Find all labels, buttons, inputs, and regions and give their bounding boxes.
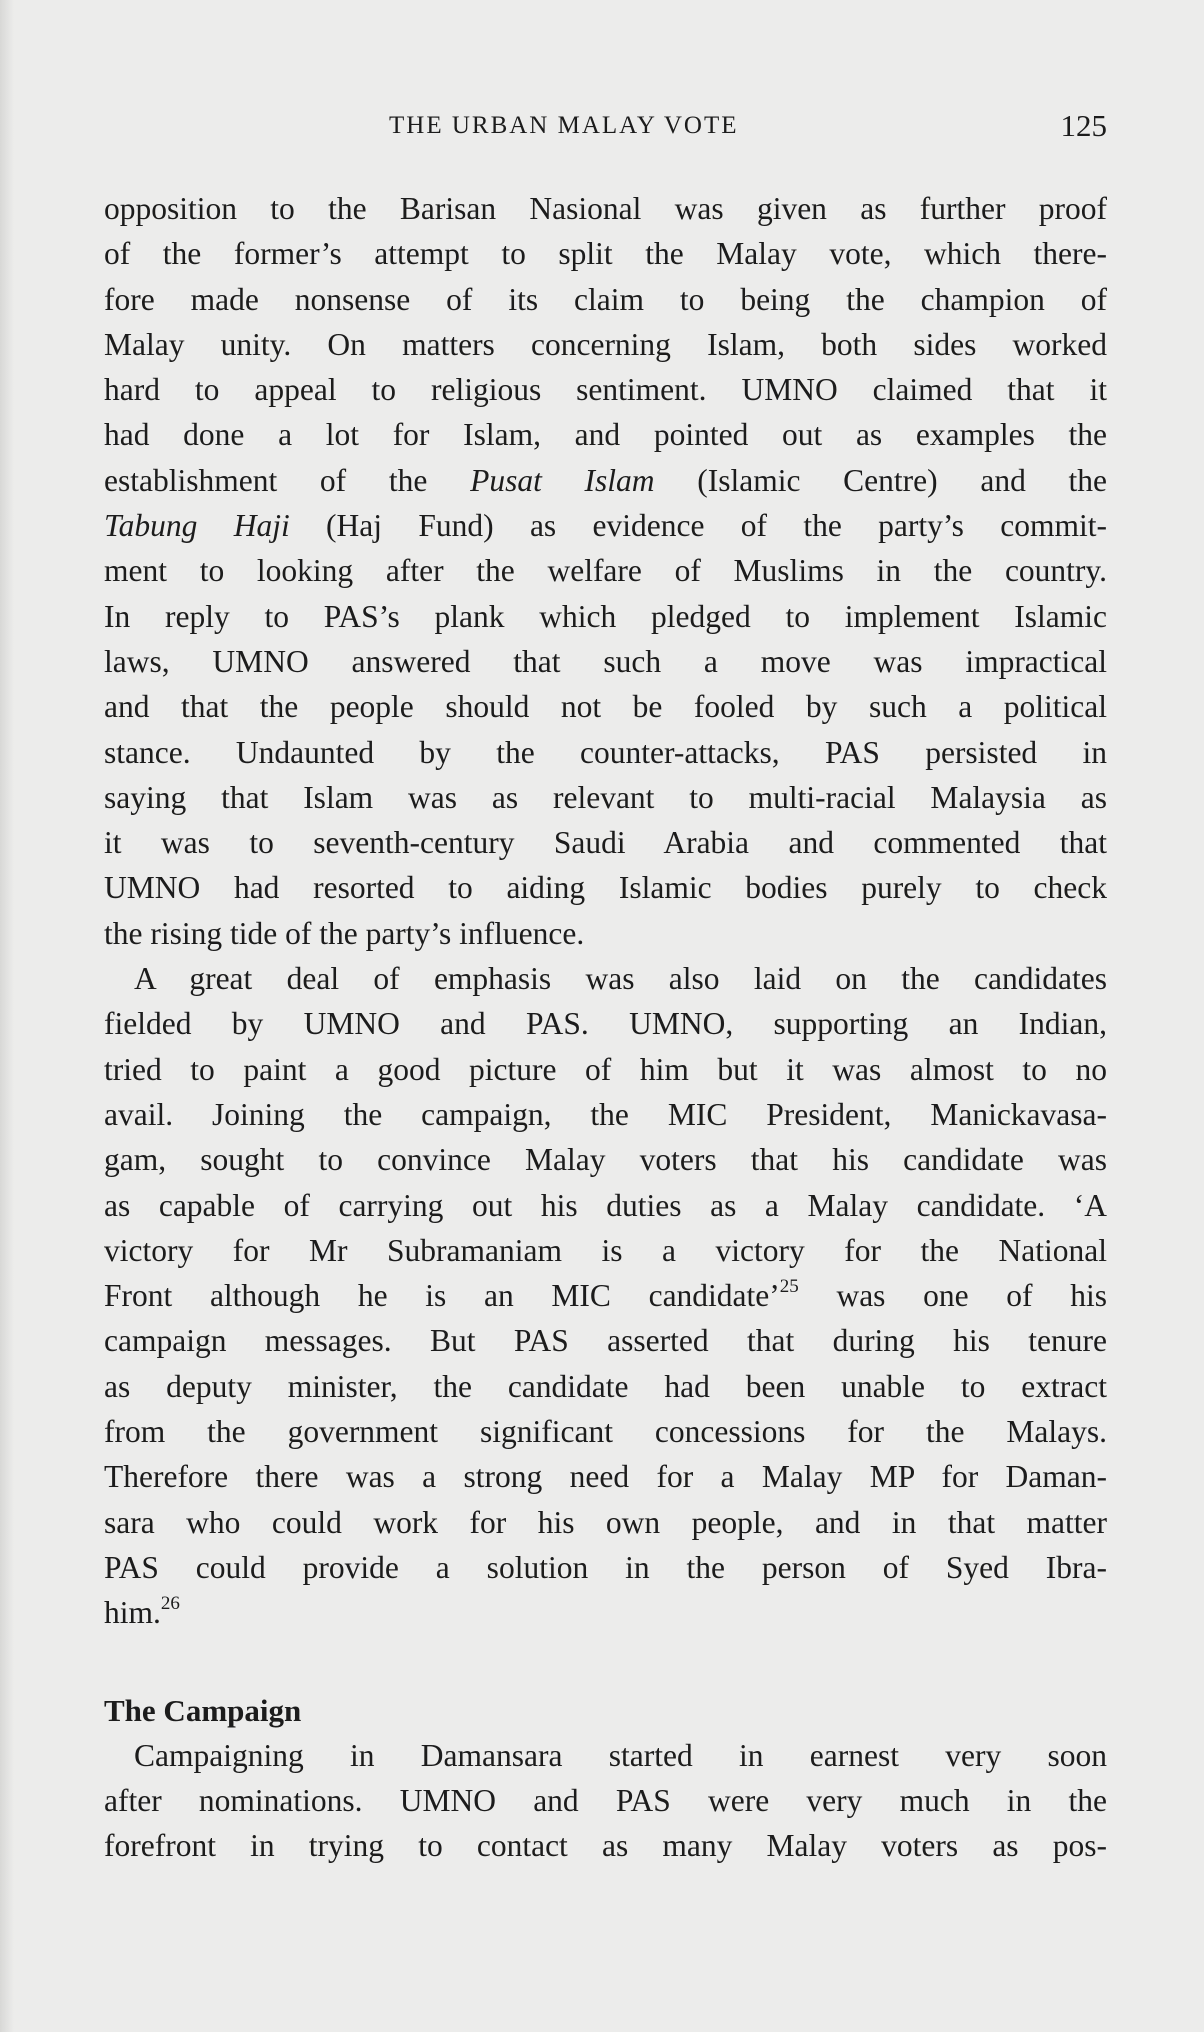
text-line (104, 548, 1107, 593)
text-run: as deputy minister, the candidate had been unable to extract (104, 1368, 1107, 1404)
body-text (104, 186, 1107, 1868)
text-line (104, 231, 1107, 276)
text-line (104, 503, 1107, 548)
text-run: was one of his (798, 1278, 1107, 1314)
text-line (104, 956, 1107, 1001)
text-line (104, 1137, 1107, 1182)
text-line (104, 911, 1107, 956)
text-line (104, 1823, 1107, 1868)
text-run: him. (104, 1595, 161, 1631)
text-run: (Haj Fund) as evidence of the party’s commit- (289, 508, 1107, 544)
text-line (104, 277, 1107, 322)
running-title: THE URBAN MALAY VOTE (389, 112, 739, 139)
text-run: sara who could work for his own people, and in that matter (104, 1504, 1107, 1540)
text-line (104, 1590, 1107, 1635)
text-line (104, 639, 1107, 684)
text-line (104, 412, 1107, 457)
text-run: A great deal of emphasis was also laid on the candidates (134, 961, 1107, 997)
text-run: Malay unity. On matters concerning Islam, both sides worked (104, 326, 1107, 362)
text-line (104, 1183, 1107, 1228)
text-line (104, 1364, 1107, 1409)
paragraph (104, 1733, 1107, 1869)
text-run: opposition to the Barisan Nasional was given as further proof (104, 191, 1107, 226)
text-run: Therefore there was a strong need for a Malay MP for Daman- (104, 1459, 1107, 1495)
text-run: of the former’s attempt to split the Malay vote, which there- (104, 236, 1107, 272)
text-line (104, 1778, 1107, 1823)
text-run: and that the people should not be fooled by such a political (104, 689, 1107, 725)
text-line (104, 594, 1107, 639)
text-run: as capable of carrying out his duties as a Malay candidate. ‘A (104, 1187, 1107, 1223)
text-line (104, 730, 1107, 775)
text-run: saying that Islam was as relevant to multi-racial Malaysia as (104, 779, 1107, 815)
text-run: Campaigning in Damansara started in earnest very soon (134, 1737, 1107, 1773)
text-run: In reply to PAS’s plank which pledged to implement Islamic (104, 598, 1107, 634)
page-number: 125 (1060, 108, 1107, 143)
text-line (104, 458, 1107, 503)
text-line (104, 1409, 1107, 1454)
text-run: hard to appeal to religious sentiment. UMNO claimed that it (104, 372, 1107, 408)
text-run: ment to looking after the welfare of Muslims in the country. (104, 553, 1107, 589)
text-line (104, 1001, 1107, 1046)
text-run: it was to seventh-century Saudi Arabia and commented that (104, 825, 1107, 861)
text-run: avail. Joining the campaign, the MIC President, Manickavasa- (104, 1096, 1107, 1132)
page-edge (0, 0, 14, 2032)
text-line (104, 1318, 1107, 1363)
text-run: stance. Undaunted by the counter-attacks, PAS persisted in (104, 734, 1107, 770)
footnote-ref: 25 (779, 1276, 799, 1298)
text-run: gam, sought to convince Malay voters that his candidate was (104, 1142, 1107, 1178)
text-run: had done a lot for Islam, and pointed out as examples the (104, 417, 1107, 453)
text-line (104, 865, 1107, 910)
text-run: fore made nonsense of its claim to being the champion of (104, 281, 1107, 317)
italic-text: Tabung Haji (104, 508, 290, 544)
text-line (104, 1273, 1107, 1318)
text-line (104, 1092, 1107, 1137)
text-run: establishment of the (104, 462, 471, 498)
text-run: fielded by UMNO and PAS. UMNO, supporting an Indian, (104, 1006, 1107, 1042)
text-line (104, 367, 1107, 412)
text-line (104, 1228, 1107, 1273)
text-run: after nominations. UMNO and PAS were very much in the (104, 1782, 1107, 1818)
text-line (104, 1047, 1107, 1092)
text-line (104, 322, 1107, 367)
section-heading: The Campaign (104, 1692, 302, 1728)
text-line (104, 1733, 1107, 1778)
text-line (104, 775, 1107, 820)
text-run: victory for Mr Subramaniam is a victory for the National (104, 1232, 1107, 1268)
paragraph (104, 956, 1107, 1635)
text-run: Front although he is an MIC candidate’ (104, 1278, 780, 1314)
text-run: UMNO had resorted to aiding Islamic bodies purely to check (104, 870, 1107, 906)
text-line (104, 1500, 1107, 1545)
page-header (104, 108, 1107, 152)
text-run: (Islamic Centre) and the (654, 462, 1108, 498)
footnote-ref: 26 (160, 1593, 180, 1615)
text-run: laws, UMNO answered that such a move was impractical (104, 643, 1107, 679)
text-line (104, 186, 1107, 231)
italic-text: Pusat Islam (470, 462, 655, 498)
text-line (104, 1545, 1107, 1590)
text-run: from the government significant concessions for the Malays. (104, 1414, 1107, 1450)
paragraph (104, 186, 1107, 956)
text-run: PAS could provide a solution in the person of Syed Ibra- (104, 1549, 1107, 1585)
text-run: the rising tide of the party’s influence. (104, 915, 585, 951)
text-run: campaign messages. But PAS asserted that during his tenure (104, 1323, 1107, 1359)
text-line (104, 1454, 1107, 1499)
text-line (104, 820, 1107, 865)
text-line (104, 684, 1107, 729)
text-run: forefront in trying to contact as many Malay voters as pos- (104, 1828, 1107, 1864)
text-run: tried to paint a good picture of him but it was almost to no (104, 1051, 1107, 1087)
